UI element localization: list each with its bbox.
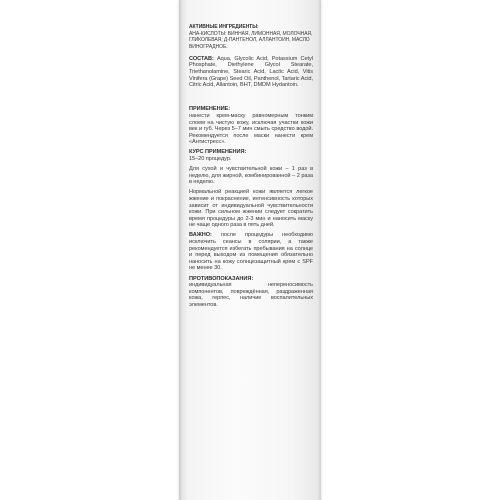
- tube-label-text: [189, 24, 313, 494]
- course-heading: КУРС ПРИМЕНЕНИЯ:: [189, 149, 247, 156]
- cosmetic-tube: [179, 0, 321, 500]
- active-ingredients-text: АНА-КИСЛОТЫ: ВИННАЯ, ЛИМОННАЯ, МОЛОЧНАЯ, ГЛИКОЛЕВАЯ; Д-ПАНТЕНОЛ, АЛЛАНТОИН, МАСЛО ВИНОГРАДНОЕ.: [189, 30, 313, 50]
- contraindications-text: индивидуальная непереносимость компонентов, повреждённая, раздраженная кожа, герпес, наличие воспалительных элементов.: [189, 282, 313, 308]
- course-skin-types: [189, 166, 313, 186]
- tube-edge-right: [317, 0, 321, 500]
- course: [189, 149, 313, 162]
- active-ingredients-heading: АКТИВНЫЕ ИНГРЕДИЕНТЫ:: [189, 24, 259, 30]
- composition-text: Aqua, Glycolic Acid, Potassium Cetyl Phosphate, Diethylene Glycol Stearate, Triethanolamine, Stearic Acid, Lactic Acid, Vitis Vinifera (Grape) Seed Oil, Panthenol, Tartaric Acid, Citric Acid, Allantoin, BHT, DMDM Hydantoin.: [189, 55, 313, 89]
- important-heading: ВАЖНО:: [189, 232, 212, 239]
- composition: [189, 56, 313, 89]
- course-reaction-text: Нормальной реакцией кожи является легкое жжение и покраснение, интенсивность которых зависит от индивидуальной чувствительности кожи. При сильном жжении следует сократить время процедуры до 2-3 мин и наносить маску не чаще одного раза в пять дней.: [189, 189, 313, 229]
- important: [189, 232, 313, 272]
- course-text: 15–20 процедур.: [189, 156, 232, 162]
- usage: [189, 106, 313, 146]
- active-ingredients: [189, 24, 313, 50]
- course-reaction: [189, 189, 313, 229]
- important-text: после процедуры необходимо исключить сеансы в солярии, а также рекомендуется избегать пребывания на солнце и перед выходом из помещения обязательно наносить на кожу солнцезащитный крем с SPF не менее 30.: [189, 232, 313, 272]
- tube-edge-left: [179, 0, 183, 500]
- composition-heading: СОСТАВ:: [189, 55, 214, 62]
- usage-text: нанести крем-маску равномерным тонким слоем на чистую кожу, исключая участки кожи век и губ. Через 5–7 мин смыть средство водой. Рекомендуется после маски нанести крем «Антистресс».: [189, 112, 313, 146]
- course-skin-types-text: Для сухой и чувствительной кожи – 1 раз в неделю, для жирной, комбинированной – 2 раза в неделю.: [189, 166, 313, 186]
- usage-heading: ПРИМЕНЕНИЕ:: [189, 106, 231, 113]
- contraindications: [189, 276, 313, 309]
- contraindications-heading: ПРОТИВОПОКАЗАНИЯ:: [189, 275, 254, 282]
